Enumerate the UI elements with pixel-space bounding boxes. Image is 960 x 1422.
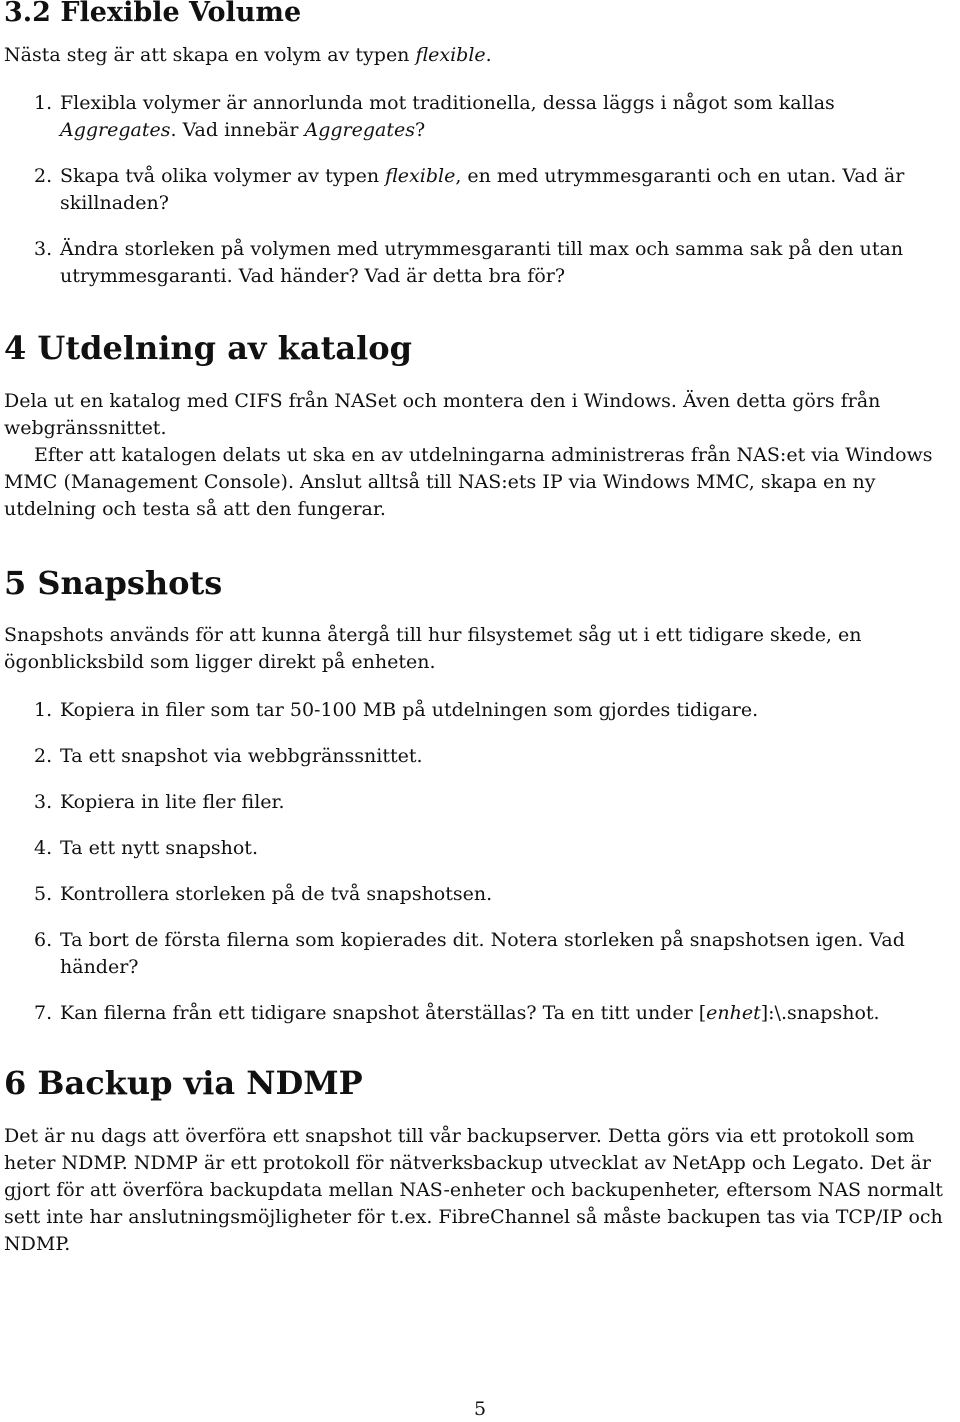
list-item: 2. Ta ett snapshot via webbgränssnittet. xyxy=(34,745,423,767)
list-item: 3. Kopiera in lite fler filer. xyxy=(34,791,285,813)
page-number: 5 xyxy=(473,1398,487,1420)
section-heading-3-2: 3.2 Flexible Volume xyxy=(4,0,302,28)
section-heading-6: 6 Backup via NDMP xyxy=(4,1064,363,1102)
section-6-paragraph: Det är nu dags att överföra ett snapshot till vår backupserver. Detta görs via ett protokoll som heter NDMP. NDMP är ett protokoll för nätverksbackup utvecklat av NetApp och Legato. Det är gjort för att överföra backupdata mellan NAS-enheter och backupenheter, eftersom NAS normalt sett inte har anslutningsmöjligheter för t.ex. FibreChannel så måste backupen tas via TCP/IP och NDMP. xyxy=(4,1125,943,1255)
section-5-list xyxy=(4,697,956,1027)
section-heading-4: 4 Utdelning av katalog xyxy=(4,329,412,367)
list-item: 3. Ändra storleken på volymen med utrymmesgaranti till max och samma sak på den utan utrymmesgaranti. Vad händer? Vad är detta bra för? xyxy=(34,238,904,287)
section-3-2-intro: Nästa steg är att skapa en volym av typen flexible. xyxy=(4,44,492,66)
list-item: 1. Flexibla volymer är annorlunda mot traditionella, dessa läggs i något som kallas Aggregates. Vad innebär Aggregates? xyxy=(34,92,835,141)
list-item: 7. Kan filerna från ett tidigare snapshot återställas? Ta en titt under [enhet]:\.snapshot. xyxy=(34,1002,880,1024)
section-4-paragraph-2: Efter att katalogen delats ut ska en av utdelningarna administreras från NAS:et via Windows MMC (Management Console). Anslut alltså till NAS:ets IP via Windows MMC, skapa en ny utdelning och testa så att den fungerar. xyxy=(4,444,933,520)
list-item: 5. Kontrollera storleken på de två snapshotsen. xyxy=(34,883,493,905)
section-3-2-list xyxy=(4,90,956,290)
section-5-intro: Snapshots används för att kunna återgå till hur filsystemet såg ut i ett tidigare skede, en ögonblicksbild som ligger direkt på enheten. xyxy=(4,624,862,673)
list-item: 4. Ta ett nytt snapshot. xyxy=(34,837,258,859)
section-heading-5: 5 Snapshots xyxy=(4,564,223,602)
list-item: 1. Kopiera in filer som tar 50-100 MB på utdelningen som gjordes tidigare. xyxy=(34,699,759,721)
section-4-paragraph-1: Dela ut en katalog med CIFS från NASet och montera den i Windows. Även detta görs från webgränssnittet. xyxy=(4,390,881,439)
list-item: 2. Skapa två olika volymer av typen flexible, en med utrymmesgaranti och en utan. Vad är skillnaden? xyxy=(34,165,905,214)
list-item: 6. Ta bort de första filerna som kopierades dit. Notera storleken på snapshotsen igen. Vad händer? xyxy=(34,929,905,978)
